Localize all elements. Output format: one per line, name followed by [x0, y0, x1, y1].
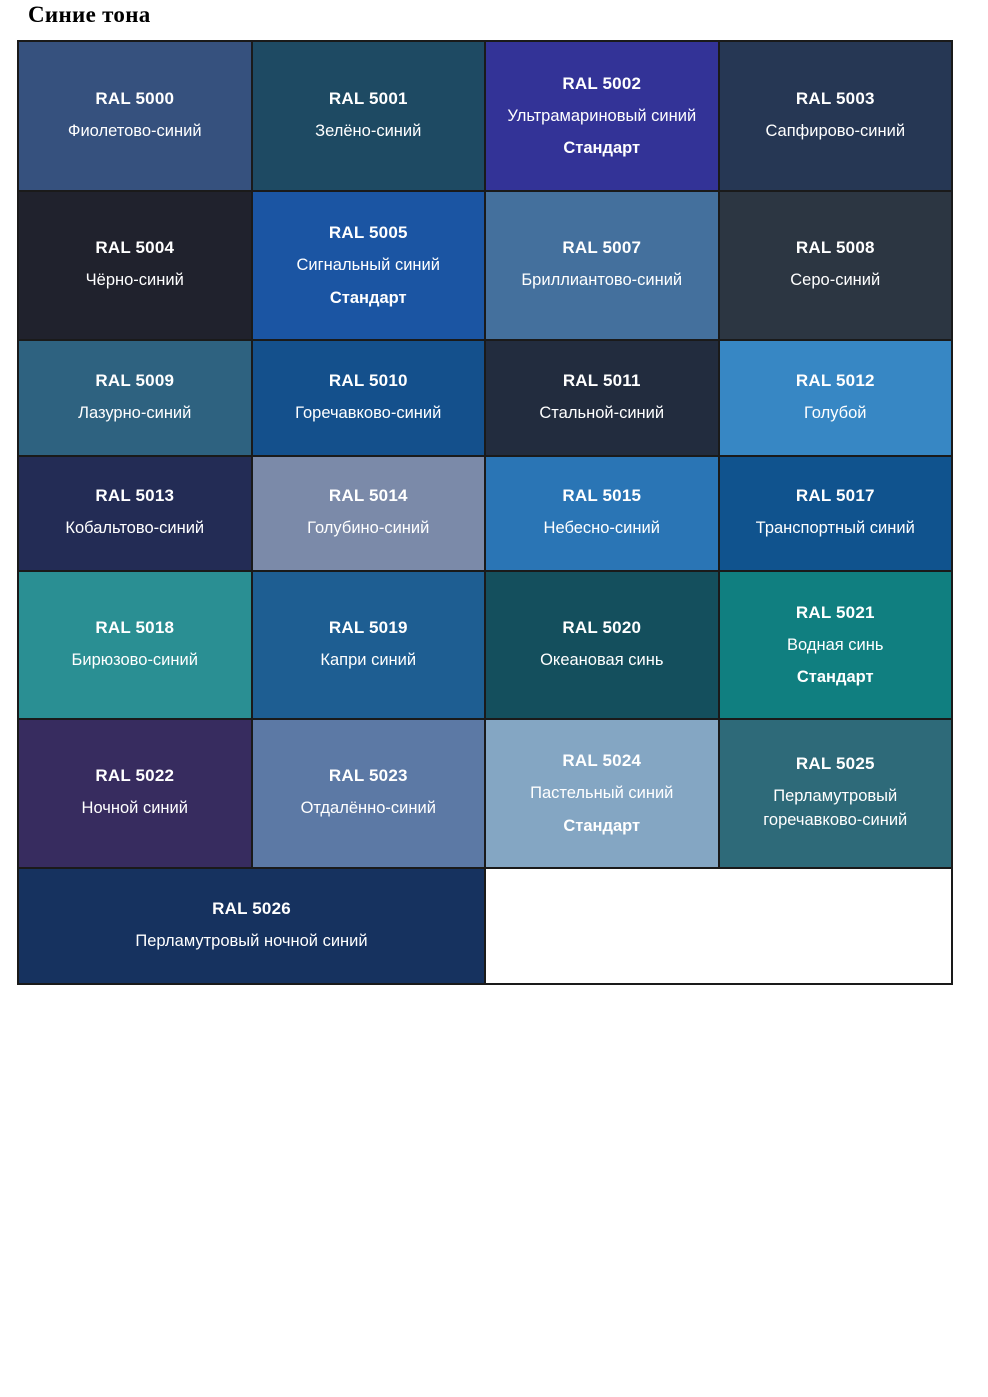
ral-code: RAL 5010 [328, 370, 408, 390]
swatch-ral-5014 [253, 457, 485, 570]
ral-code: RAL 5020 [562, 617, 642, 637]
ral-name: Фиолетово-синий [67, 121, 202, 140]
ral-code: RAL 5013 [95, 486, 175, 506]
swatch-ral-5018 [19, 572, 251, 718]
ral-code: RAL 5001 [328, 88, 408, 108]
ral-name: Капри синий [320, 650, 417, 669]
ral-code: RAL 5023 [328, 766, 408, 786]
swatch-ral-5023 [253, 720, 485, 867]
swatch-ral-5004 [19, 192, 251, 339]
ral-code: RAL 5000 [95, 88, 175, 108]
swatch-ral-5022 [19, 720, 251, 867]
ral-name: Горечавково-синий [295, 403, 442, 422]
ral-code: RAL 5005 [328, 223, 408, 243]
ral-name: Небесно-синий [543, 519, 660, 538]
swatch-ral-5024 [486, 720, 718, 867]
swatch-ral-5000 [19, 42, 251, 190]
swatch-ral-5003 [720, 42, 952, 190]
ral-code: RAL 5004 [95, 238, 175, 258]
ral-code: RAL 5003 [795, 88, 875, 108]
ral-name: Бирюзово-синий [71, 650, 198, 669]
ral-name: Ультрамариновый синий [507, 106, 697, 125]
swatch-ral-5025 [720, 720, 952, 867]
swatch-ral-5011 [486, 341, 718, 455]
ral-code: RAL 5015 [562, 486, 642, 506]
swatch-ral-5008 [720, 192, 952, 339]
swatch-ral-5021 [720, 572, 952, 718]
ral-name: Перламутровый горечавково-синий [763, 787, 908, 829]
empty-cell [486, 869, 951, 983]
swatch-ral-5012 [720, 341, 952, 455]
ral-name: Стальной-синий [539, 403, 665, 422]
ral-name: Ночной синий [81, 799, 188, 818]
swatch-ral-5010 [253, 341, 485, 455]
ral-name: Голубой [803, 403, 867, 422]
ral-name: Отдалённо-синий [300, 799, 436, 818]
standard-label: Стандарт [563, 816, 641, 835]
ral-code: RAL 5026 [212, 898, 291, 918]
ral-name: Кобальтово-синий [65, 519, 205, 538]
ral-code: RAL 5011 [562, 370, 641, 390]
ral-name: Сапфирово-синий [765, 121, 906, 140]
ral-code: RAL 5022 [95, 766, 175, 786]
ral-name: Лазурно-синий [78, 403, 192, 422]
swatch-ral-5017 [720, 457, 952, 570]
swatch-ral-5020 [486, 572, 718, 718]
ral-code: RAL 5018 [95, 617, 175, 637]
ral-code: RAL 5021 [795, 602, 875, 622]
ral-code: RAL 5012 [795, 370, 875, 390]
ral-code: RAL 5009 [95, 370, 175, 390]
standard-label: Стандарт [563, 139, 641, 158]
ral-name: Сигнальный синий [296, 256, 440, 275]
standard-label: Стандарт [329, 288, 407, 307]
ral-name: Бриллиантово-синий [521, 271, 683, 290]
ral-code: RAL 5008 [795, 238, 875, 258]
ral-name: Водная синь [787, 635, 884, 654]
swatch-ral-5015 [486, 457, 718, 570]
swatch-ral-5002 [486, 42, 718, 190]
swatch-ral-5005 [253, 192, 485, 339]
standard-label: Стандарт [796, 668, 874, 687]
ral-color-grid [17, 40, 953, 985]
ral-name: Зелёно-синий [315, 121, 422, 140]
ral-code: RAL 5007 [562, 238, 642, 258]
ral-name: Голубино-синий [307, 519, 430, 538]
swatch-ral-5026 [19, 869, 484, 983]
ral-code: RAL 5025 [795, 754, 875, 774]
ral-code: RAL 5019 [328, 617, 408, 637]
swatch-ral-5013 [19, 457, 251, 570]
ral-code: RAL 5014 [328, 486, 408, 506]
swatch-ral-5001 [253, 42, 485, 190]
ral-name: Серо-синий [790, 271, 881, 290]
ral-name: Океановая синь [540, 650, 664, 669]
page-title: Синие тона [28, 2, 151, 27]
ral-name: Перламутровый ночной синий [135, 931, 368, 950]
ral-code: RAL 5002 [562, 73, 642, 93]
ral-code: RAL 5024 [562, 751, 642, 771]
swatch-ral-5019 [253, 572, 485, 718]
ral-name: Пастельный синий [530, 784, 674, 803]
swatch-ral-5009 [19, 341, 251, 455]
ral-name: Чёрно-синий [85, 271, 184, 290]
ral-code: RAL 5017 [795, 486, 875, 506]
swatch-ral-5007 [486, 192, 718, 339]
ral-name: Транспортный синий [755, 519, 915, 538]
